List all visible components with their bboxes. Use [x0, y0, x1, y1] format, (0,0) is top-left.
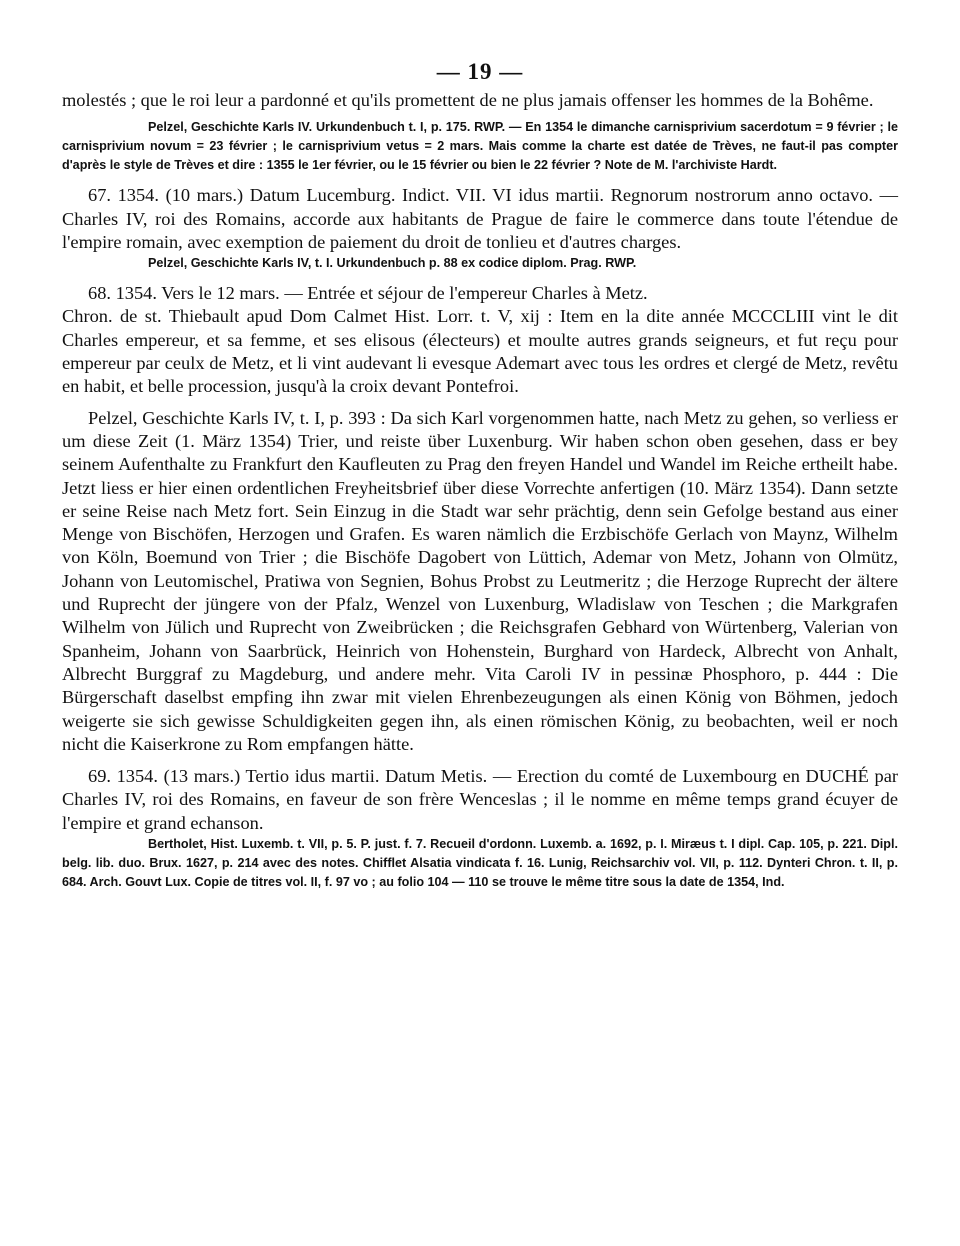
entry-68-quote-pelzel: Pelzel, Geschichte Karls IV, t. I, p. 393 : Da sich Karl vorgenommen hatte, nach Metz zu gehen, so verliess er um diese Zeit (1. März 1354) Trier, und reiste über Luxenburg. Wir haben schon oben gesehen, dass er bey seinem Aufenthalte zu Frankfurt den Kaufleuten zu Prag den freyen Handel und Wandel im Reiche ertheilt habe. Jetzt liess er hier einen ordentlichen Freyheitsbrief über diese Vorrechte anfertigen (10. März 1354). Dann setzte er seine Reise nach Metz fort. Sein Einzug in die Stadt war sehr prächtig, denn sein Gefolge bestand aus einer Menge von Bischöfen, Herzogen und Grafen. Es waren nämlich die Erzbischöfe Gerlach von Maynz, Wilhelm von Köln, Boemund von Trier ; die Bischöfe Dagobert von Lüttich, Ademar von Metz, Johann von Olmütz, Johann von Leutomischel, Pratiwa von Segnien, Bohus Probst zu Leutmeritz ; die Herzoge Ruprecht der ältere und Ruprecht der jüngere von der Pfalz, Wenzel von Luxenburg, Wladislaw von Teschen ; die Markgrafen Wilhelm von Jülich und Ruprecht von Zweibrücken ; die Reichsgrafen Gebhard von Würtenberg, Valerian von Spanheim, Johann von Saarbrück, Heinrich von Hohenstein, Burghard von Hardeck, Albrecht von Anhalt, Albrecht Burggraf zu Magdeburg, und andere mehr. Vita Caroli IV in pessinæ Phosphoro, p. 444 : Die Bürgerschaft daselbst empfing ihn zwar mit vielen Ehrenbezeugungen als einen König von Böhmen, jedoch weigerte sie sich gewisse Schuldigkeiten gegen ihn, als einen römischen König, zu beobachten, weil er noch nicht die Kaiserkrone zu Rom empfangen hätte. [62, 407, 898, 754]
page-number: — 19 — [436, 59, 524, 84]
intro-paragraph: molestés ; que le roi leur a pardonné et qu'ils promettent de ne plus jamais offenser les hommes de la Bohême. [62, 90, 874, 110]
entry-69-paragraph: 69. 1354. (13 mars.) Tertio idus martii. Datum Metis. — Erection du comté de Luxembourg en DUCHÉ par Charles IV, roi des Romains, en faveur de son frère Wenceslas ; il le nomme en même temps grand écuyer de l'empire et grand echanson. [62, 766, 898, 833]
document-page [62, 55, 898, 892]
entry-69-sources: Bertholet, Hist. Luxemb. t. VII, p. 5. P. just. f. 7. Recueil d'ordonn. Luxemb. a. 1692, p. I. Miræus t. I dipl. Cap. 105, p. 221. Dipl. belg. lib. duo. Brux. 1627, p. 214 avec des notes. Chifflet Alsatia vindicata f. 16. Lunig, Reichsarchiv vol. VII, p. 112. Dynteri Chron. t. II, p. 684. Arch. Gouvt Lux. Copie de titres vol. II, f. 97 vo ; au folio 104 — 110 se trouve le même titre sous la date de 1354, Ind. [62, 837, 898, 890]
entry-67-paragraph: 67. 1354. (10 mars.) Datum Lucemburg. Indict. VII. VI idus martii. Regnorum nostrorum anno octavo. — Charles IV, roi des Romains, accorde aux habitants de Prague de faire le commerce dans toute l'étendue de l'empire romain, avec exemption de paiement du droit de tonlieu et d'autres charges. [62, 185, 898, 252]
intro-footnote: Pelzel, Geschichte Karls IV. Urkundenbuch t. I, p. 175. RWP. — En 1354 le dimanche carnisprivium sacerdotum = 9 février ; le carnisprivium novum = 23 février ; le carnisprivium vetus = 2 mars. Mais comme la charte est datée de Trèves, ne faut-il pas compter d'après le style de Trèves et dire : 1355 le 1er février, ou le 15 février ou bien le 22 février ? Note de M. l'archiviste Hardt. [62, 120, 898, 173]
entry-67-source: Pelzel, Geschichte Karls IV, t. I. Urkundenbuch p. 88 ex codice diplom. Prag. RWP. [148, 256, 637, 271]
entry-68-quote-chronicle: Chron. de st. Thiebault apud Dom Calmet Hist. Lorr. t. V, xij : Item en la dite année MCCCLIII vint le dit Charles empereur, et sa femme, et ses elisous (électeurs) et moulte autres grands seigneurs, et fut reçu pour empereur par ceulx de Metz, et li vint audevant li evesque Ademart avec tous les ordres et clergé de Metz, revêtu en habit, et belle procession, jusqu'à la croix devant Pontefroi. [62, 306, 898, 397]
entry-68-heading: 68. 1354. Vers le 12 mars. — Entrée et séjour de l'empereur Charles à Metz. [88, 283, 648, 304]
